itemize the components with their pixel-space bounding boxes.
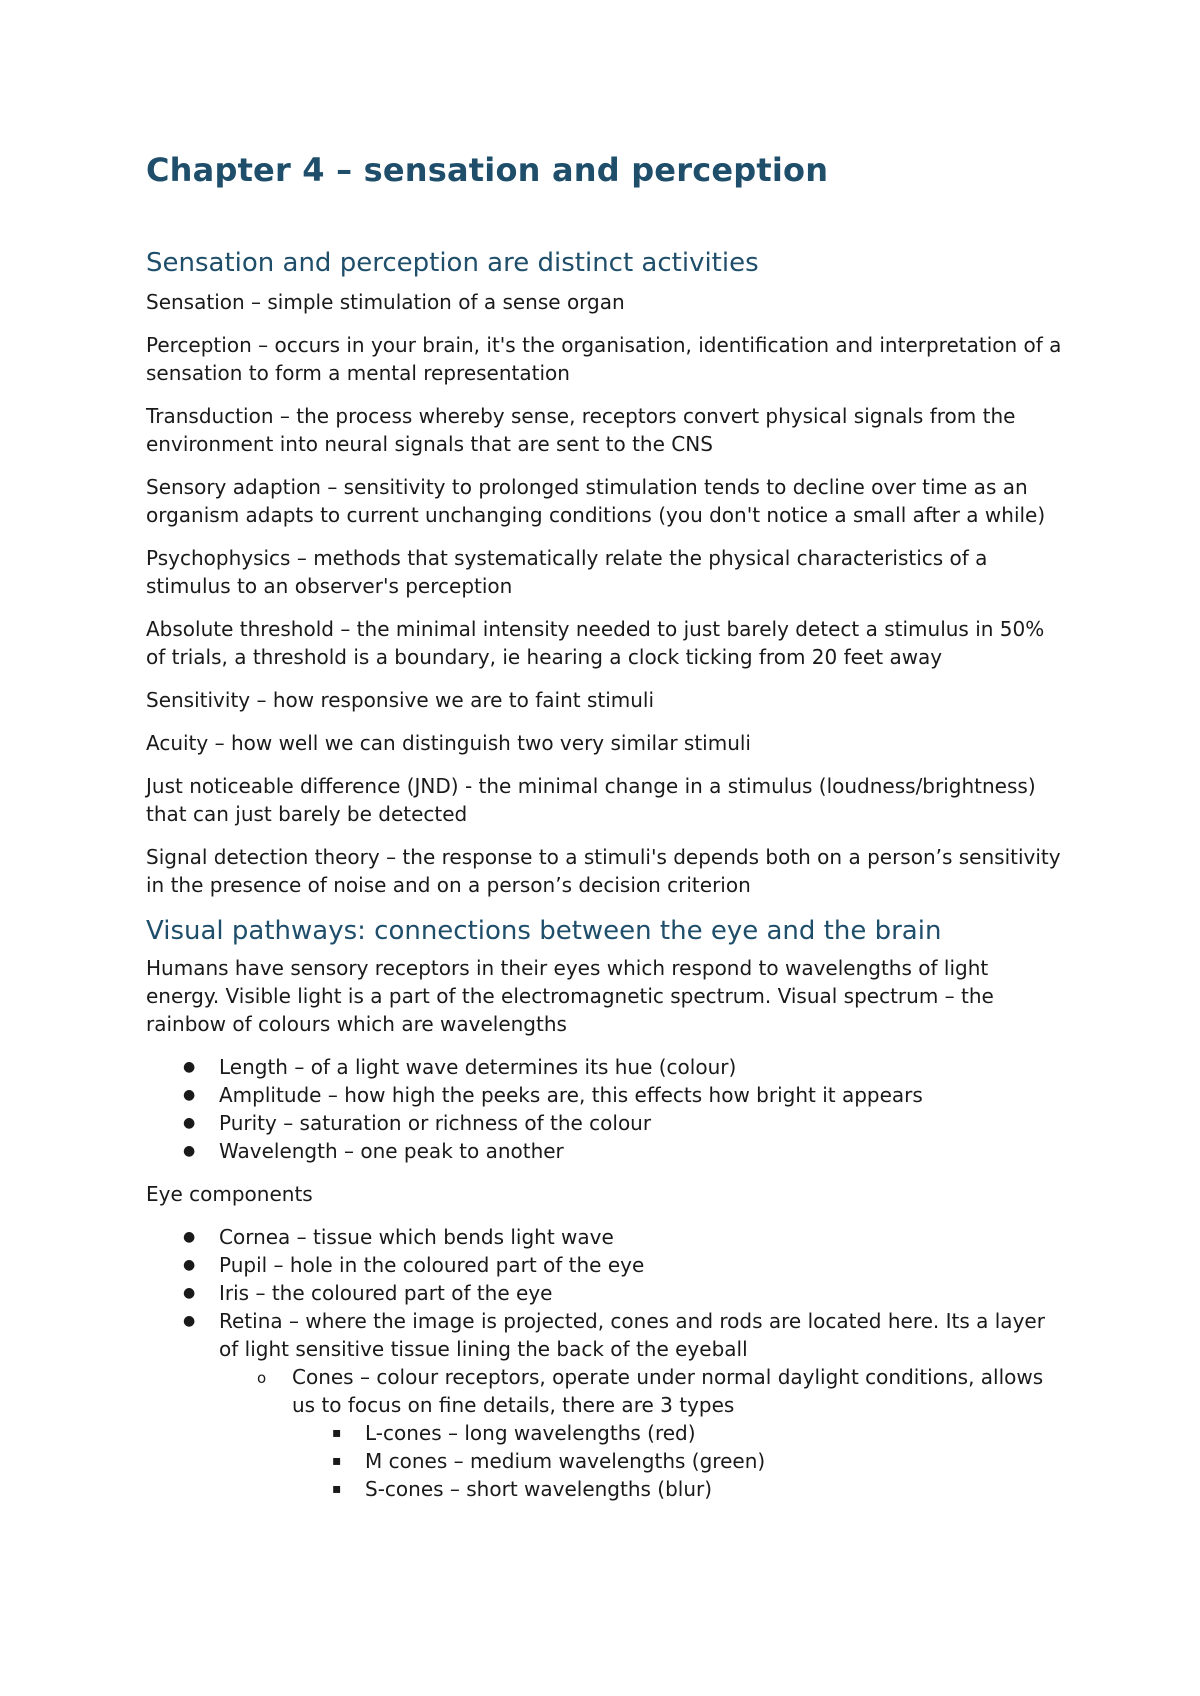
cones-text: Cones – colour receptors, operate under normal daylight conditions, allows us to focus on fine details, there are 3 types: [292, 1365, 1044, 1417]
list-item-retina: [146, 1307, 1066, 1503]
paragraph-jnd: Just noticeable difference (JND) - the minimal change in a stimulus (loudness/brightness) that can just barely be detected: [146, 774, 1036, 826]
list-item: ▪ S-cones – short wavelengths (blur): [292, 1475, 1066, 1503]
list-item-cones: [219, 1363, 1066, 1503]
paragraph-signal-detection: Signal detection theory – the response to a stimuli's depends both on a person’s sensitivity in the presence of noise and on a person’s decision criterion: [146, 845, 1061, 897]
paragraph-psychophysics: Psychophysics – methods that systematically relate the physical characteristics of a stimulus to an observer's perception: [146, 546, 988, 598]
section-heading-sensation: Sensation and perception are distinct activities: [146, 248, 759, 278]
paragraph-acuity: Acuity – how well we can distinguish two very similar stimuli: [146, 731, 751, 755]
retina-sublist: [219, 1363, 1066, 1503]
list-item: ● Cornea – tissue which bends light wave: [146, 1223, 1066, 1251]
paragraph-sensation: Sensation – simple stimulation of a sense organ: [146, 290, 625, 314]
paragraph-sensitivity: Sensitivity – how responsive we are to faint stimuli: [146, 688, 655, 712]
spacer: [146, 1165, 1066, 1180]
paragraph-perception: Perception – occurs in your brain, it's the organisation, identification and interpretation of a sensation to form a mental representation: [146, 333, 1062, 385]
paragraph-eye-components: Eye components: [146, 1182, 313, 1206]
light-properties-list: [146, 1053, 1066, 1165]
paragraph-transduction: Transduction – the process whereby sense, receptors convert physical signals from the environment into neural signals that are sent to the CNS: [146, 404, 1016, 456]
paragraph-absolute-threshold: Absolute threshold – the minimal intensity needed to just barely detect a stimulus in 50% of trials, a threshold is a boundary, ie hearing a clock ticking from 20 feet away: [146, 617, 1045, 669]
list-item: ● Amplitude – how high the peeks are, this effects how bright it appears: [146, 1081, 1066, 1109]
document-page: [146, 150, 1066, 1503]
list-item: ▪ M cones – medium wavelengths (green): [292, 1447, 1066, 1475]
list-item: ● Purity – saturation or richness of the colour: [146, 1109, 1066, 1137]
retina-text: Retina – where the image is projected, cones and rods are located here. Its a layer of light sensitive tissue lining the back of the eyeball: [219, 1309, 1045, 1361]
list-item: ● Wavelength – one peak to another: [146, 1137, 1066, 1165]
cone-types-list: [292, 1419, 1066, 1503]
list-item: ▪ L-cones – long wavelengths (red): [292, 1419, 1066, 1447]
list-item: ● Iris – the coloured part of the eye: [146, 1279, 1066, 1307]
eye-components-list: [146, 1223, 1066, 1503]
list-item: ● Length – of a light wave determines its hue (colour): [146, 1053, 1066, 1081]
chapter-title: Chapter 4 – sensation and perception: [146, 151, 829, 189]
paragraph-visual-intro: Humans have sensory receptors in their eyes which respond to wavelengths of light energy. Visible light is a part of the electromagnetic spectrum. Visual spectrum – the rainbow of colours which are wavelengths: [146, 956, 994, 1036]
paragraph-sensory-adaption: Sensory adaption – sensitivity to prolonged stimulation tends to decline over time as an organism adapts to current unchanging conditions (you don't notice a small after a while): [146, 475, 1046, 527]
list-item: ● Pupil – hole in the coloured part of the eye: [146, 1251, 1066, 1279]
section-heading-visual-pathways: Visual pathways: connections between the eye and the brain: [146, 916, 942, 946]
